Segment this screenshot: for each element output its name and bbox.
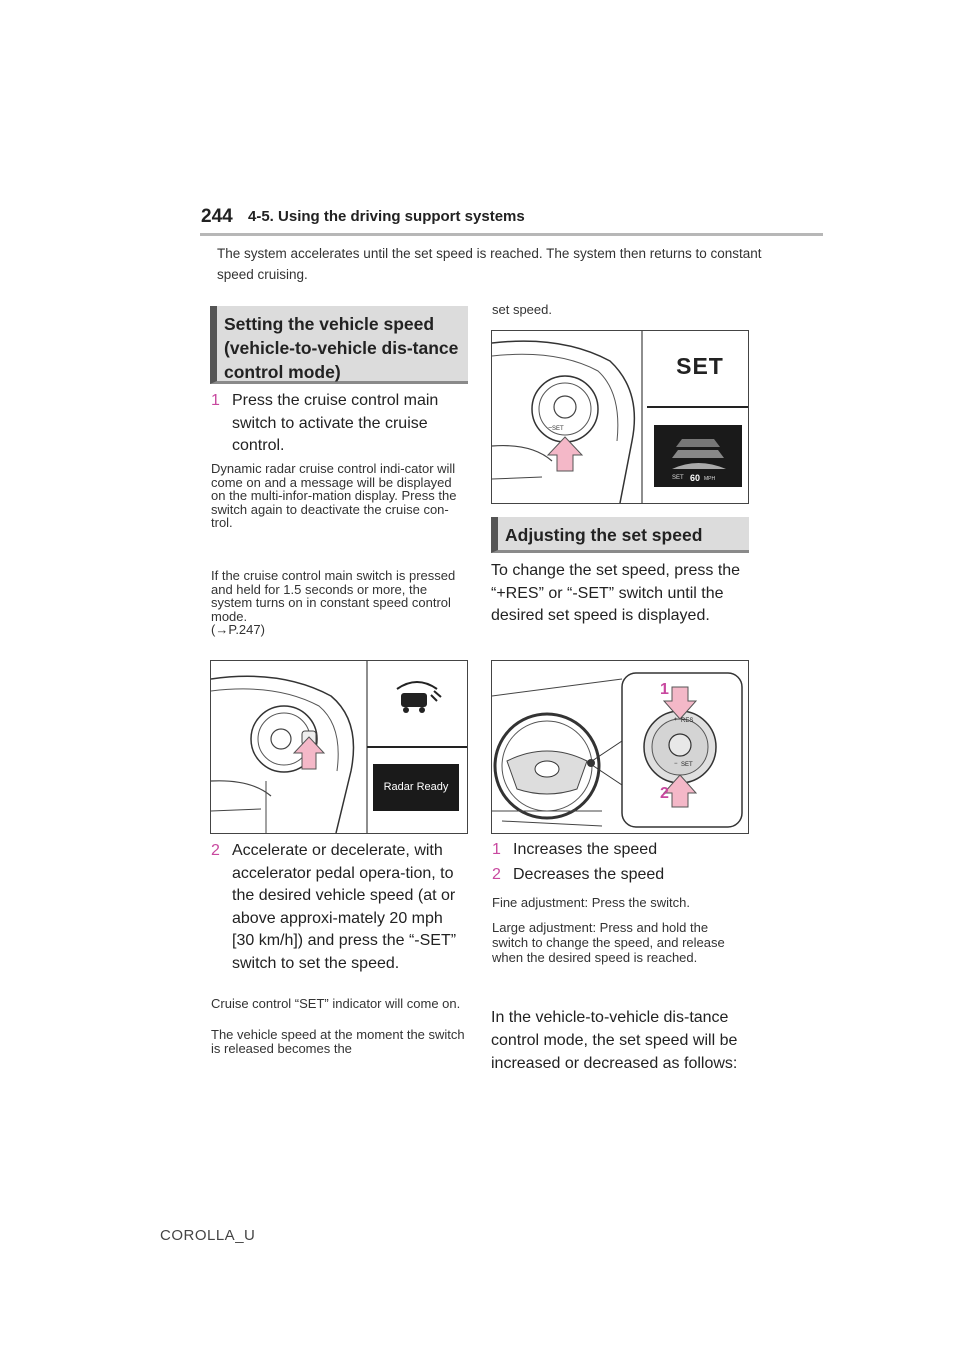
note-vehicle-speed-cont: set speed. bbox=[492, 302, 552, 317]
figure-set-switch bbox=[491, 330, 749, 504]
switch-set-label: SET bbox=[681, 762, 693, 768]
step-1 bbox=[211, 390, 466, 458]
note-constant-speed: If the cruise control main switch is pressed and held for 1.5 seconds or more, the system turns on in constant speed control mode. (→P.247) bbox=[211, 568, 456, 637]
note-large-adjustment: Large adjustment: Press and hold the switch to change the speed, and release when the desired speed is reached. bbox=[492, 920, 725, 965]
display-set: SET bbox=[672, 475, 684, 481]
step-text: Accelerate or decelerate, with accelerator pedal opera-tion, to the desired vehicle speed (at or above approxi-mately 20 mph [30 km/h]) and press the “-SET” switch to set the speed. bbox=[232, 842, 457, 972]
page-reference-link[interactable]: (→P.247) bbox=[211, 622, 265, 637]
dashboard-illustration bbox=[492, 661, 748, 833]
adjust-instructions: To change the set speed, press the “+RES” or “-SET” switch until the desired set speed is displayed. bbox=[491, 562, 741, 624]
item-text: Decreases the speed bbox=[513, 866, 665, 883]
item-decrease bbox=[492, 864, 747, 887]
step-number: 2 bbox=[211, 842, 220, 859]
footer-model: COROLLA_U bbox=[160, 1227, 256, 1244]
display-unit: MPH bbox=[704, 476, 716, 482]
item-increase bbox=[492, 839, 747, 862]
radar-cruise-indicator-icon bbox=[397, 682, 441, 713]
minus-icon: − bbox=[548, 425, 553, 432]
item-text: Increases the speed bbox=[513, 841, 658, 858]
plus-icon: + bbox=[674, 717, 678, 723]
note-vehicle-speed: The vehicle speed at the moment the switch is released becomes the bbox=[211, 1027, 465, 1056]
item-number: 1 bbox=[492, 841, 501, 858]
note-fine-adjustment: Fine adjustment: Press the switch. bbox=[492, 895, 690, 910]
note-set-indicator: Cruise control “SET” indicator will come on. bbox=[211, 996, 461, 1011]
figure-res-set-switch bbox=[491, 660, 749, 834]
intro-text: The system accelerates until the set speed is reached. The system then returns to constant speed cruising. bbox=[217, 246, 762, 282]
section-heading-setting-speed: Setting the vehicle speed (vehicle-to-vehicle dis-tance control mode) bbox=[210, 306, 468, 384]
display-message: Radar Ready bbox=[383, 781, 449, 793]
minus-icon: − bbox=[674, 761, 678, 767]
switch-set-label: SET bbox=[552, 426, 564, 432]
figure-main-switch bbox=[210, 660, 468, 834]
page-number: 244 bbox=[201, 206, 233, 227]
step-number: 1 bbox=[211, 392, 220, 409]
display-speed: 60 bbox=[690, 473, 701, 483]
set-indicator-label: SET bbox=[676, 353, 724, 379]
note-indicator: Dynamic radar cruise control indi-cator will come on and a message will be displayed on the multi-infor-mation display. Press the switch again to deactivate the cruise con-trol. bbox=[211, 461, 457, 530]
callout-1: 1 bbox=[660, 681, 669, 698]
header-rule bbox=[200, 233, 823, 236]
step-text: Press the cruise control main switch to activate the cruise control. bbox=[232, 392, 439, 454]
section-heading-adjusting-speed: Adjusting the set speed bbox=[491, 517, 749, 553]
chapter-title: 4-5. Using the driving support systems bbox=[248, 208, 525, 225]
switch-res-label: RES bbox=[681, 718, 694, 724]
callout-2: 2 bbox=[660, 785, 669, 802]
item-number: 2 bbox=[492, 866, 501, 883]
step-2 bbox=[211, 840, 466, 975]
distance-mode-text: In the vehicle-to-vehicle dis-tance control mode, the set speed will be increased or decreased as follows: bbox=[491, 1009, 738, 1072]
